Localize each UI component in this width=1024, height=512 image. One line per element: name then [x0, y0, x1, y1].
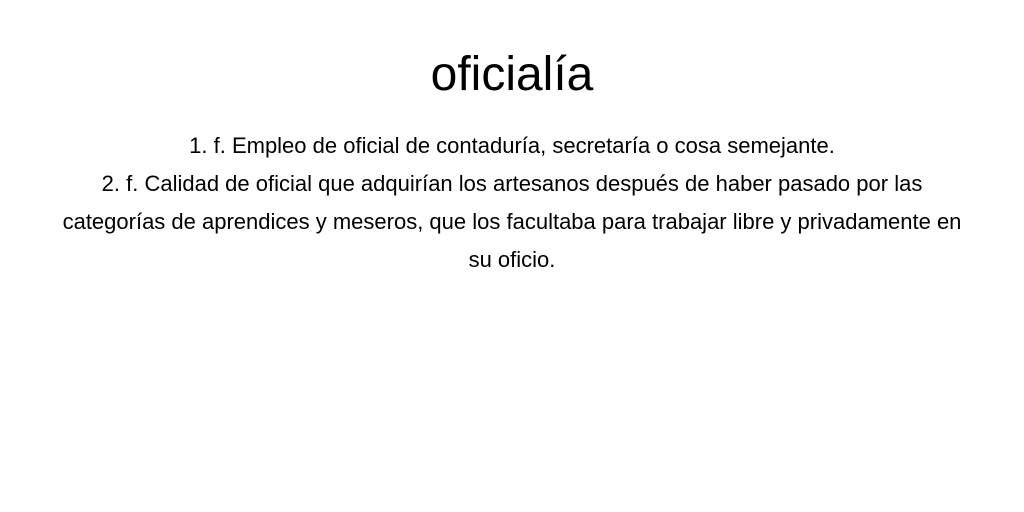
- entry-headword: oficialía: [430, 48, 594, 101]
- definition-item: 2. f. Calidad de oficial que adquirían los artesanos después de haber pasado por las categorías de aprendices y meseros, que los facultaba para trabajar libre y privadamente en su oficio.: [62, 171, 962, 272]
- definition-item: 1. f. Empleo de oficial de contaduría, secretaría o cosa semejante.: [189, 133, 835, 158]
- definition-list: [50, 127, 974, 279]
